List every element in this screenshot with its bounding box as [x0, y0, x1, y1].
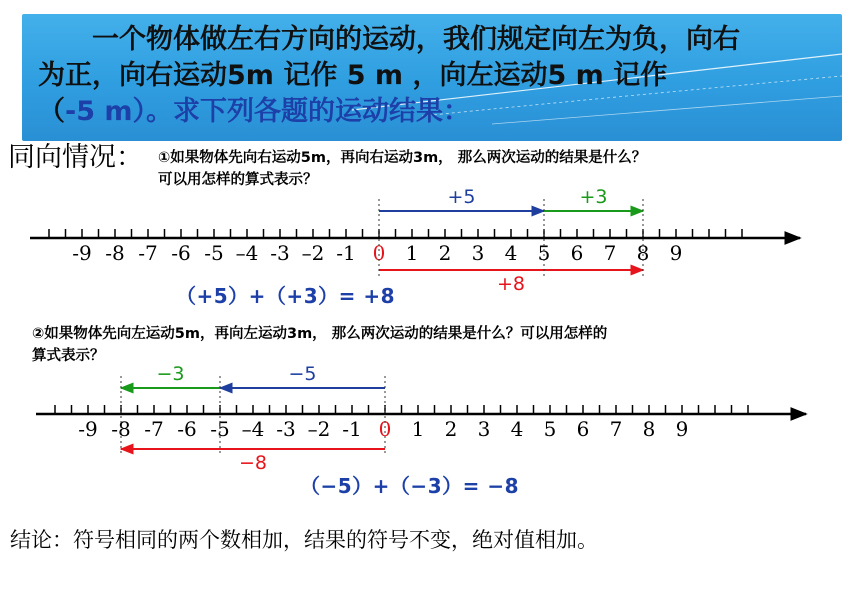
tick-label: -5	[210, 417, 230, 441]
arrow-result-label: −8	[238, 452, 268, 474]
tick-label: 7	[603, 241, 617, 265]
conclusion-text: 结论：符号相同的两个数相加，结果的符号不变，绝对值相加。	[10, 528, 598, 552]
tick-label: -8	[105, 241, 125, 265]
tick-label: –4	[235, 241, 259, 265]
tick-label: 1	[405, 241, 419, 265]
tick-label: –2	[307, 417, 331, 441]
arrow-segment-a-label: +5	[447, 186, 476, 208]
tick-label: 0	[372, 241, 386, 265]
arrow-segment-a-label: −5	[288, 363, 317, 385]
expression-1: （+5）+（+3）= +8	[176, 284, 395, 308]
tick-label: -7	[144, 417, 164, 441]
section-label: 同向情况：	[8, 142, 143, 173]
tick-label: 4	[510, 417, 524, 441]
tick-label: -3	[270, 241, 290, 265]
tick-label: 7	[609, 417, 623, 441]
tick-label: 2	[438, 241, 452, 265]
question-2: ②如果物体先向左运动5m，再向左运动3m， 那么两次运动的结果是什么？可以用怎样的 算式表示？	[32, 326, 608, 364]
tick-label: 0	[378, 417, 392, 441]
tick-label: 8	[636, 241, 650, 265]
tick-label: 6	[570, 241, 584, 265]
tick-label: –4	[241, 417, 265, 441]
tick-label: 9	[669, 241, 683, 265]
intro-text: 一个物体做左右方向的运动，我们规定向左为负，向右 为正，向右运动5m 记作 5 m ，向左运动5 m 记作 （-5 m）。求下列各题的运动结果：	[38, 24, 740, 127]
tick-label: -8	[111, 417, 131, 441]
tick-label: -1	[336, 241, 356, 265]
tick-label: 5	[543, 417, 557, 441]
tick-label: 4	[504, 241, 518, 265]
expression-2: （−5）+（−3）= −8	[300, 474, 519, 498]
tick-label: -5	[204, 241, 224, 265]
tick-label: -9	[72, 241, 92, 265]
tick-label: -3	[276, 417, 296, 441]
arrow-segment-b-label: +3	[579, 186, 608, 208]
tick-label: 6	[576, 417, 590, 441]
tick-label: 3	[471, 241, 485, 265]
tick-label: -1	[342, 417, 362, 441]
arrow-segment-b-label: −3	[156, 363, 185, 385]
question-1: ①如果物体先向右运动5m，再向右运动3m， 那么两次运动的结果是什么？ 可以用怎样的算式表示？	[158, 150, 647, 188]
tick-label: -6	[171, 241, 191, 265]
tick-label: 2	[444, 417, 458, 441]
arrow-result-label: +8	[496, 273, 526, 295]
tick-label: 1	[411, 417, 425, 441]
tick-label: 9	[675, 417, 689, 441]
tick-label: -7	[138, 241, 158, 265]
tick-label: -6	[177, 417, 197, 441]
tick-label: 5	[537, 241, 551, 265]
tick-label: 8	[642, 417, 656, 441]
tick-label: –2	[301, 241, 325, 265]
tick-label: 3	[477, 417, 491, 441]
tick-label: -9	[78, 417, 98, 441]
